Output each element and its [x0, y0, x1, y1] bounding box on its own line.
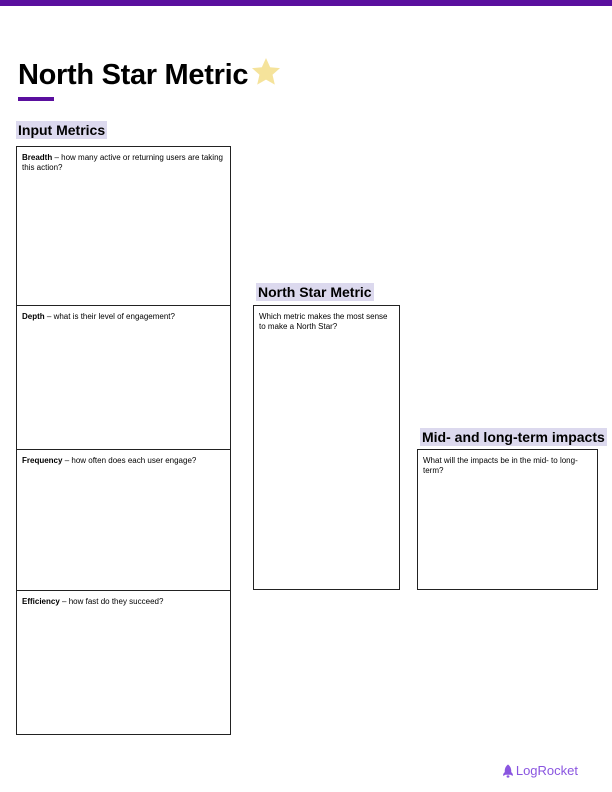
frequency-label: Frequency	[22, 456, 63, 465]
impacts-box[interactable]	[417, 449, 598, 590]
breadth-prompt: – how many active or returning users are taking this action?	[22, 153, 223, 172]
frequency-box[interactable]	[16, 449, 231, 591]
breadth-box[interactable]	[16, 146, 231, 306]
impacts-prompt: What will the impacts be in the mid- to long-term?	[423, 456, 578, 475]
north-star-box[interactable]	[253, 305, 400, 590]
impacts-heading: Mid- and long-term impacts	[422, 429, 605, 445]
brand-logo	[502, 763, 578, 778]
star-icon	[250, 56, 282, 88]
north-star-prompt: Which metric makes the most sense to make a North Star?	[259, 312, 388, 331]
depth-prompt: – what is their level of engagement?	[44, 312, 175, 321]
rocket-icon	[502, 764, 514, 778]
breadth-label: Breadth	[22, 153, 53, 162]
efficiency-box[interactable]	[16, 590, 231, 735]
north-star-heading: North Star Metric	[258, 284, 372, 300]
depth-label: Depth	[22, 312, 45, 321]
efficiency-label: Efficiency	[22, 597, 60, 606]
efficiency-prompt: – how fast do they succeed?	[59, 597, 164, 606]
brand-name: LogRocket	[515, 763, 578, 778]
frequency-prompt: – how often does each user engage?	[62, 456, 197, 465]
depth-box[interactable]	[16, 305, 231, 450]
input-metrics-heading: Input Metrics	[18, 122, 106, 138]
page-title: North Star Metric	[18, 59, 249, 91]
title-underline	[18, 97, 54, 101]
top-accent-bar	[0, 0, 612, 6]
page-title-group	[18, 56, 282, 94]
